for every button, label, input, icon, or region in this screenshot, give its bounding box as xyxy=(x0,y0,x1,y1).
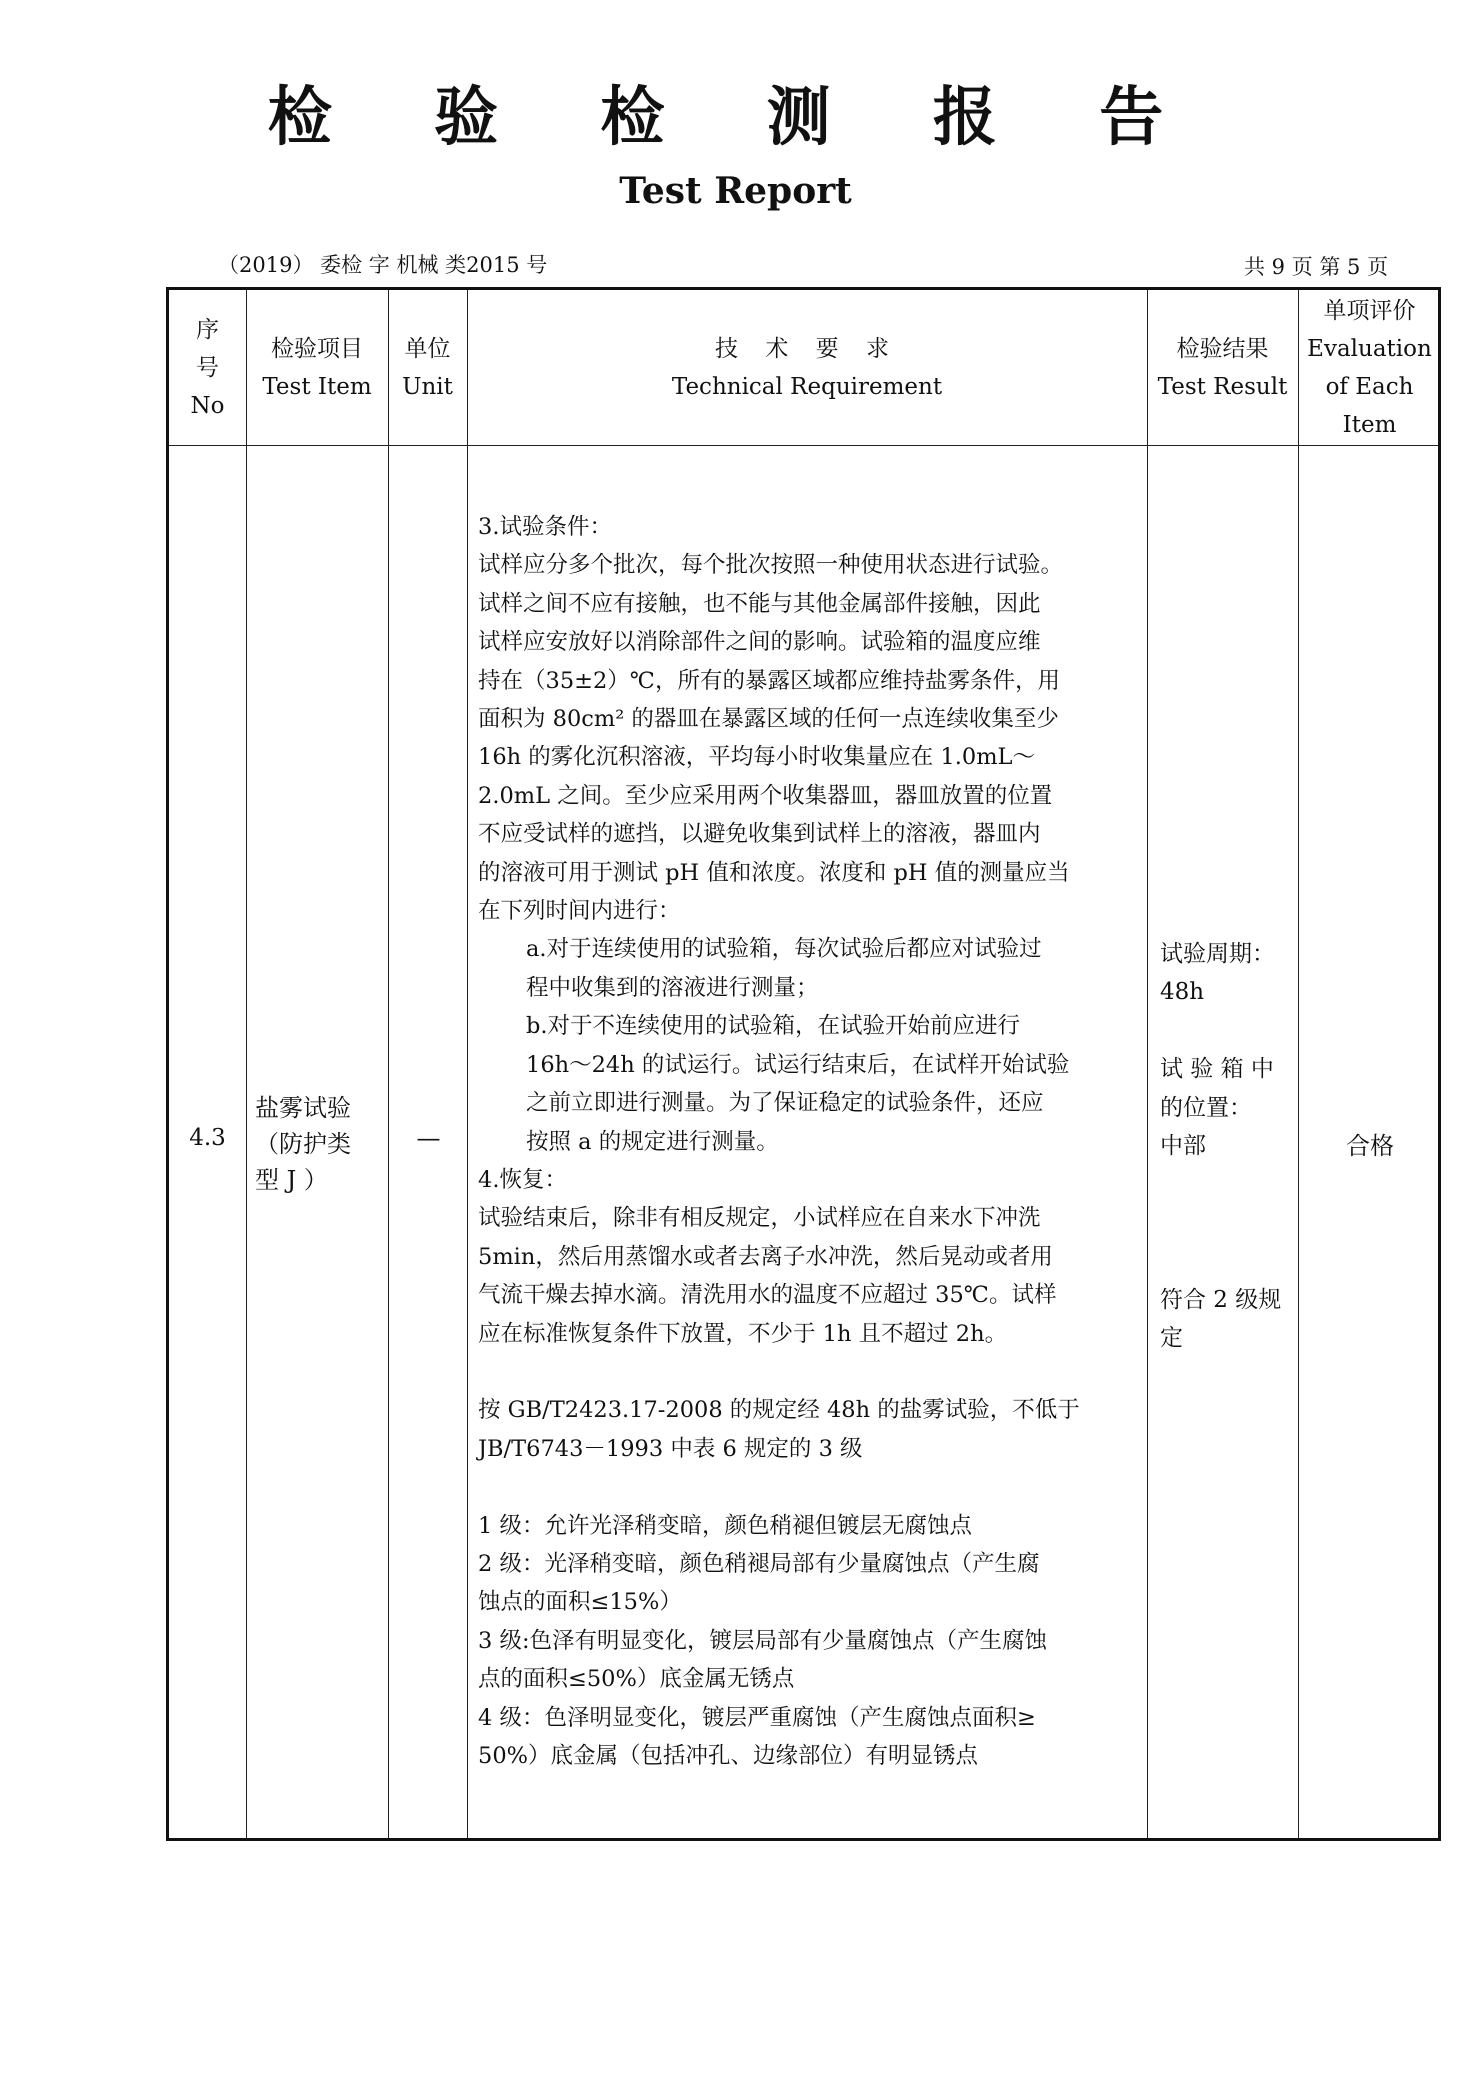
header-divider xyxy=(169,445,1438,446)
column-divider xyxy=(1298,290,1299,1838)
header-test-result: 检验结果 Test Result xyxy=(1157,335,1288,400)
column-divider xyxy=(388,290,389,1838)
column-divider xyxy=(467,290,468,1838)
header-no: 序号 No xyxy=(190,316,225,419)
test-result-text: 试验周期： 48h 试 验 箱 中 的位置： 中部 符合 2 级规 定 xyxy=(1160,941,1282,1351)
evaluation-verdict: 合格 xyxy=(1346,1132,1394,1160)
test-item-name: 盐雾试验 （防护类 型 J ） xyxy=(255,1094,351,1194)
header-technical-requirement: 技 术 要 求 Technical Requirement xyxy=(671,335,943,400)
column-divider xyxy=(246,290,247,1838)
technical-requirement-text: 3.试验条件： 试样应分多个批次，每个批次按照一种使用状态进行试验。 试样之间不应有接触，也不能与其他金属部件接触，因此 试样应安放好以消除部件之间的影响。试验箱的温度应维 持在（35±2）℃，所有的暴露区域都应维持盐雾条件，用 面积为 80cm² 的器皿在暴露区域的任何一点连续收集至少 16h 的雾化沉积溶液，平均每小时收集量应在 1.0mL～ 2.0mL 之间。至少应采用两个收集器皿，器皿放置的位置 不应受试样的遮挡，以避免收集到试样上的溶液，器皿内 的溶液可用于测试 pH 值和浓度。浓度和 pH 值的测量应当 在下列时间内进行： a.对于连续使用的试验箱，每次试验后都应对试验过 程中收集到的溶液进行测量； b.对于不连续使用的试验箱，在试验开始前应进行 16h～24h 的试运行。试运行结束后，在试样开始试验 之前立即进行测量。为了保证稳定的试验条件，还应 按照 a 的规定进行测量。 4.恢复： 试验结束后，除非有相反规定，小试样应在自来水下冲洗 5min，然后用蒸馏水或者去离子水冲洗，然后晃动或者用 气流干燥去掉水滴。清洗用水的温度不应超过 35℃。试样 应在标准恢复条件下放置，不少于 1h 且不超过 2h。 按 GB/T2423.17-2008 的规定经 48h 的盐雾试验，不低于 JB/T6743－1993 中表 6 规定的 3 级 1 级：允许光泽稍变暗，颜色稍褪但镀层无腐蚀点 2 级：光泽稍变暗，颜色稍褪局部有少量腐蚀点（产生腐 蚀点的面积≤15%） 3 级:色泽有明显变化，镀层局部有少量腐蚀点（产生腐蚀 点的面积≤50%）底金属无锈点 4 级：色泽明显变化，镀层严重腐蚀（产生腐蚀点面积≥ 50%）底金属（包括冲孔、边缘部位）有明显锈点 xyxy=(478,514,1080,1769)
row-number: 4.3 xyxy=(189,1125,226,1151)
report-title: 检 验 检 测 报 告 xyxy=(267,80,1204,155)
report-subtitle: Test Report xyxy=(619,170,852,212)
header-evaluation: 单项评价 Evaluation of Each Item xyxy=(1307,297,1432,438)
column-divider xyxy=(1147,290,1148,1838)
page-indicator: 共 9 页 第 5 页 xyxy=(1244,255,1389,279)
header-unit: 单位 Unit xyxy=(402,335,453,400)
report-reference-number: （2019） 委检 字 机械 类2015 号 xyxy=(218,253,548,277)
header-test-item: 检验项目 Test Item xyxy=(262,335,372,400)
unit-value: — xyxy=(416,1124,441,1152)
